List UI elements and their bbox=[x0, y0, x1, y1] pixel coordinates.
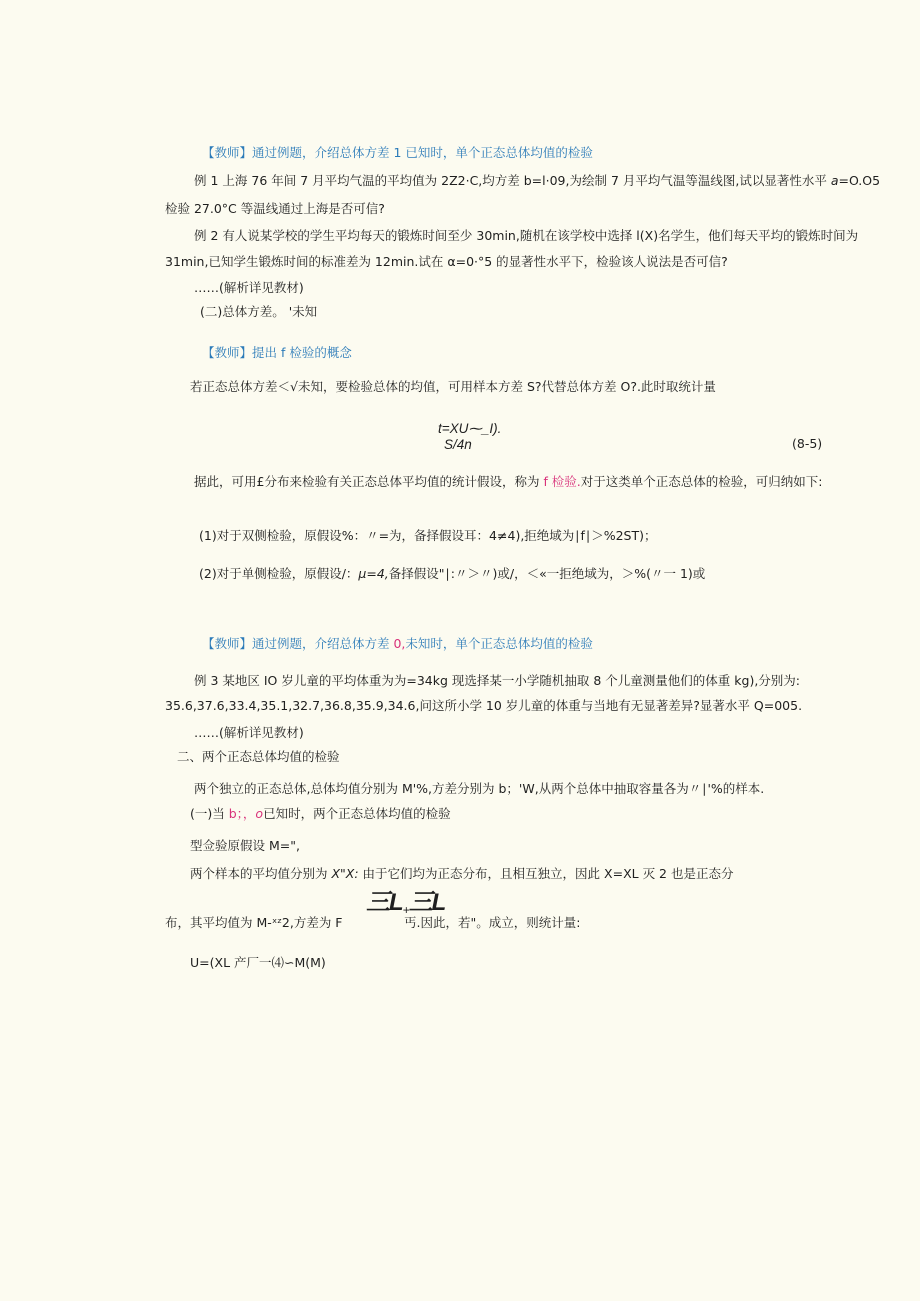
one-sided-text-2: 备择假设"∣:〃＞〃)或/，＜«一拒绝域为，＞%(〃一 1)或 bbox=[388, 566, 706, 581]
teacher-note-3-symbol: 0, bbox=[393, 636, 406, 651]
mu-hypothesis: μ=4, bbox=[358, 566, 389, 581]
example-1-text: 例 1 上海 76 年间 7 月平均气温的平均值为 2Z2·C,均方差 b=l·09,为绘制 7 月平均气温等温线图,试以显著性水平 bbox=[194, 173, 831, 188]
teacher-note-1: 【教师】通过例题，介绍总体方差 1 已知时，单个正态总体均值的检验 bbox=[202, 145, 593, 160]
subsection-symbol-2: o bbox=[255, 806, 264, 821]
one-sided-text-1: (2)对于单侧检验，原假设/： bbox=[199, 566, 359, 581]
variance-term-2: 三L bbox=[408, 889, 446, 916]
u-statistic: U=(XL 产厂一⑷∽M(M) bbox=[190, 955, 326, 970]
solution-note-2: ……(解析详见教材) bbox=[194, 725, 304, 740]
subsection-symbol-1: b；， bbox=[228, 806, 256, 821]
alpha-symbol: a bbox=[830, 173, 839, 188]
teacher-note-2: 【教师】提出 f 检验的概念 bbox=[202, 345, 352, 360]
equation-number: (8-5) bbox=[792, 436, 823, 451]
two-populations-intro: 两个独立的正态总体,总体均值分别为 M'%,方差分别为 b；'W,从两个总体中抽取容量各为〃∣'%的样本. bbox=[194, 781, 765, 796]
solution-note-1: ……(解析详见教材) bbox=[194, 280, 304, 295]
teacher-note-3-text-2: 未知时，单个正态总体均值的检验 bbox=[405, 636, 593, 651]
subsection-known-variance bbox=[190, 806, 451, 822]
sample-means-text-2: 由于它们均为正态分布，且相互独立，因此 X=XL 灭 2 也是正态分 bbox=[358, 866, 734, 881]
example-3-line-2: 35.6,37.6,33.4,35.1,32.7,36.8,35.9,34.6,问这所小学 10 岁儿童的体重与当地有无显著差异?显著水平 Q=005. bbox=[165, 698, 803, 713]
distribution-line-1: 布，其平均值为 M-ˣᶻ2,方差为 F bbox=[165, 915, 343, 930]
t-statistic-denominator: S/4n bbox=[444, 437, 472, 452]
section-variance-unknown: (二)总体方差。 '未知 bbox=[200, 304, 318, 319]
example-3-line-1: 例 3 某地区 IO 岁儿童的平均体重为为=34kg 现选择某一小学随机抽取 8 个儿童测量他们的体重 kg),分别为: bbox=[194, 673, 801, 688]
variance-term-1: 三L bbox=[366, 889, 403, 916]
sample-means-text-1: 两个样本的平均值分别为 bbox=[190, 866, 332, 881]
statistic-intro: 若正态总体方差＜√未知，要检验总体的均值，可用样本方差 S?代替总体方差 O?.此时取统计量 bbox=[190, 379, 716, 394]
null-hypothesis: 型佥验原假设 M=", bbox=[190, 838, 300, 853]
sample-means-line bbox=[190, 866, 733, 882]
t-test-definition-text: 据此，可用£分布来检验有关正态总体平均值的统计假设，称为 bbox=[194, 474, 544, 489]
example-2-line-2: 31min,已知学生锻炼时间的标准差为 12min.试在 α=0·°5 的显著性水平下，检验该人说法是否可信? bbox=[165, 254, 728, 269]
example-1-line-2: 检验 27.0°C 等温线通过上海是否可信? bbox=[165, 201, 385, 216]
teacher-note-3 bbox=[202, 636, 593, 652]
sample-means-symbol: X"X: bbox=[331, 866, 359, 881]
significance-level: =O.O5 bbox=[838, 173, 881, 188]
t-statistic-numerator: t=XU⁓_I). bbox=[438, 421, 502, 436]
distribution-line-2: 丐.因此，若"。成立，则统计量: bbox=[404, 915, 581, 930]
t-test-summary: 对于这类单个正态总体的检验，可归纳如下: bbox=[580, 474, 823, 489]
t-test-term: f 检验. bbox=[543, 474, 581, 489]
t-test-definition bbox=[194, 474, 823, 490]
section-two-populations: 二、两个正态总体均值的检验 bbox=[177, 749, 340, 764]
one-sided-test bbox=[199, 566, 705, 582]
teacher-note-3-text-1: 【教师】通过例题，介绍总体方差 bbox=[202, 636, 394, 651]
variance-sum-formula bbox=[366, 882, 445, 917]
plus-sign: + bbox=[402, 903, 409, 917]
subsection-text-2: 已知时，两个正态总体均值的检验 bbox=[263, 806, 451, 821]
example-1-line-1 bbox=[194, 173, 880, 189]
example-2-line-1: 例 2 有人说某学校的学生平均每天的锻炼时间至少 30min,随机在该学校中选择 l(X)名学生，他们每天平均的锻炼时间为 bbox=[194, 228, 859, 243]
two-sided-test: (1)对于双侧检验，原假设%：〃=为，备择假设耳：4≠4),拒绝域为∣f∣＞%2ST)； bbox=[199, 528, 657, 543]
subsection-text-1: (一)当 bbox=[190, 806, 229, 821]
